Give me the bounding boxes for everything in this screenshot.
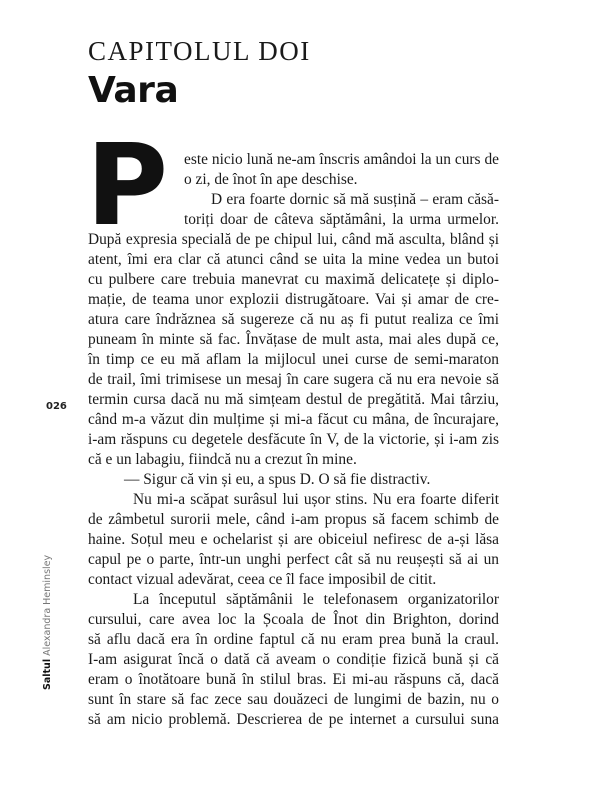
text-line: de zâmbetul surorii mele, când i-am propus să facem schimb de <box>88 511 499 528</box>
text-line: eram o înotătoare bună în stilul bras. Ei mi-au răspuns că, dacă <box>88 671 499 688</box>
text-line: sunt în stare să fac zece sau douăzeci de lungimi de bazin, nu o <box>88 691 499 708</box>
text-line: La începutul săptămânii le telefonasem organizatorilor <box>133 591 499 608</box>
text-line: în timp ce eu mă aflam la mijlocul unei curse de semi-maraton <box>88 351 499 368</box>
text-line: toriți doar de câteva săptămâni, la urma urmelor. <box>184 211 499 228</box>
text-line: Nu mi-a scăpat surâsul lui ușor stins. Nu era foarte diferit <box>133 491 499 508</box>
text-line: haine. Soțul meu e ochelarist și are obiceiul nefiresc de a-și lăsa <box>88 531 499 548</box>
text-line: mație, de teama unor explozii distrugătoare. Vai și amar de cre- <box>88 291 499 308</box>
book-title: Saltul <box>42 658 53 690</box>
text-line: când m-a văzut din mulțime și mi-a făcut cu mâna, de încurajare, <box>88 411 499 428</box>
text-line: atent, îmi era clar că atunci când se uita la mine vedea un butoi <box>88 251 499 268</box>
text-line: contact vizual adevărat, ceea ce îl face imposibil de citit. <box>88 571 437 588</box>
text-line: D era foarte dornic să mă susțină – eram căsă- <box>211 191 499 208</box>
text-line: puneam în minte să fac. Învățase de mult asta, mai ales după ce, <box>88 331 499 348</box>
drop-cap: P <box>86 121 169 251</box>
text-line: că e un labagiu, fiindcă nu a crezut în mine. <box>88 451 357 468</box>
text-line: termin cursa dacă nu mă simțeam destul de pregătită. Mai târziu, <box>88 391 499 408</box>
running-footer <box>42 555 53 690</box>
text-line: să aflu dacă era în ordine faptul că nu eram prea bună la craul. <box>88 631 499 648</box>
text-line: o zi, de înot în ape deschise. <box>184 171 358 188</box>
text-line: — Sigur că vin și eu, a spus D. O să fie distractiv. <box>124 471 431 488</box>
text-line: este nicio lună ne-am înscris amândoi la un curs de <box>184 151 499 168</box>
chapter-title: Vara <box>88 70 179 111</box>
text-line: cursului, care avea loc la Școala de Înot din Brighton, dorind <box>88 611 499 628</box>
text-line: de trail, îmi trimisese un mesaj în care sugera că nu era nevoie să <box>88 371 499 388</box>
page-number: 026 <box>46 401 67 412</box>
text-line: atura care îndrăznea să sugereze că nu aș fi putut realiza ce îmi <box>88 311 499 328</box>
text-line: să am nicio problemă. Descrierea de pe internet a cursului suna <box>88 711 499 728</box>
text-line: i-am răspuns cu degetele desfăcute în V, de la victorie, și i-am zis <box>88 431 499 448</box>
text-line: cu pulbere care trebuia manevrat cu maximă delicatețe și diplo- <box>88 271 499 288</box>
author-name: Alexandra Heminsley <box>42 554 53 656</box>
text-line: capul pe o parte, într-un unghi perfect cât să nu reușești să ai un <box>88 551 499 568</box>
text-line: I-am asigurat încă o dată că aveam o condiție fizică bună și că <box>88 651 499 668</box>
chapter-label: CAPITOLUL DOI <box>88 36 311 66</box>
text-line: După expresia specială de pe chipul lui, când mă asculta, blând și <box>88 231 499 248</box>
